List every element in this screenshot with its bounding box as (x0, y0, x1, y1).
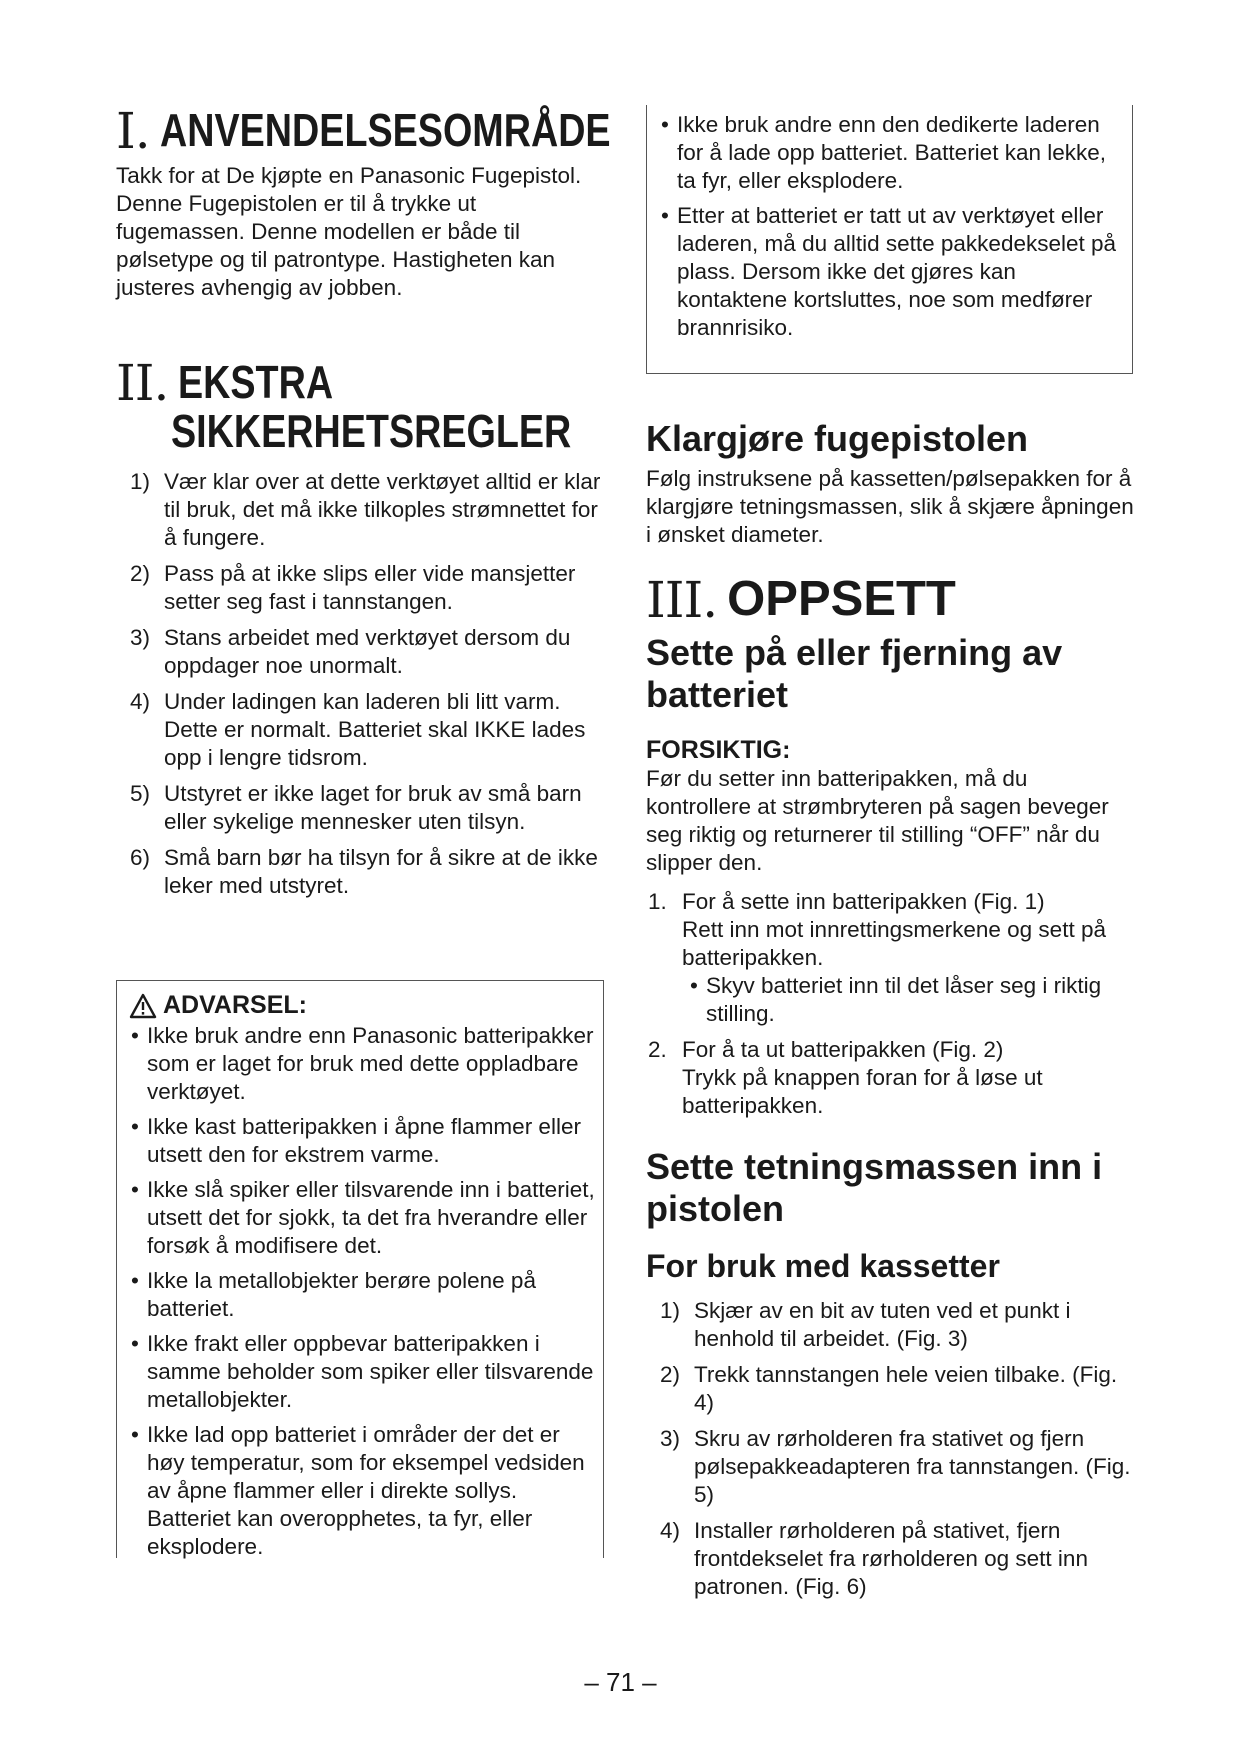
list-item: 1) Skjær av en bit av tuten ved et punkt i henhold til arbeidet. (Fig. 3) (660, 1298, 1071, 1351)
list-item: • Ikke slå spiker eller tilsvarende inn i batteriet, utsett det for sjokk, ta det fra hverandre eller forsøk å modifisere det. (129, 1176, 595, 1260)
sealant-title: Sette tetningsmassen inn i pistolen (646, 1146, 1103, 1229)
section-3-title: OPPSETT (727, 572, 956, 626)
list-item: 2) Pass på at ikke slips eller vide mansjetter setter seg fast i tannstangen. (130, 561, 576, 614)
roman-numeral: I. (116, 102, 150, 160)
section-2-heading (116, 354, 368, 412)
warning-box-continued (646, 105, 1133, 374)
section-1-heading (116, 102, 709, 160)
list-item: 6) Små barn bør ha tilsyn for å sikre at de ikke leker med utstyret. (130, 845, 598, 898)
section-2-heading-line2 (171, 405, 659, 457)
list-item: • Ikke frakt eller oppbevar batteripakken i samme beholder som spiker eller tilsvarende metallobjekter. (129, 1330, 595, 1414)
list-item: • Ikke bruk andre enn den dedikerte laderen for å lade opp batteriet. Batteriet kan lekke, ta fyr, eller eksplodere. (659, 111, 1124, 195)
caution-body: Før du setter inn batteripakken, må du kontrollere at strømbryteren på sagen beveger seg riktig og returnerer til stilling “OFF” når du slipper den. (646, 766, 1109, 875)
list-item: • Ikke lad opp batteriet i områder der det er høy temperatur, som for eksempel vedsiden av åpne flammer eller i direkte sollys. Batteriet kan overopphetes, ta fyr, eller eksplodere. (129, 1421, 595, 1561)
list-item: • Ikke kast batteripakken i åpne flammer eller utsett den for ekstrem varme. (129, 1113, 595, 1169)
list-item: 4) Under ladingen kan laderen bli litt varm. Dette er normalt. Batteriet skal IKKE lades opp i lengre tidsrom. (130, 689, 586, 770)
prepare-title: Klargjøre fugepistolen (646, 418, 1029, 459)
battery-title: Sette på eller fjerning av batteriet (646, 632, 1063, 715)
warning-title: ADVARSEL: (129, 991, 595, 1020)
list-item: • Ikke bruk andre enn Panasonic batteripakker som er laget for bruk med dette oppladbare verktøyet. (129, 1022, 595, 1106)
list-item: 4) Installer rørholderen på stativet, fjern frontdekselet fra rørholderen og sett inn patronen. (Fig. 6) (660, 1518, 1088, 1599)
list-item: 1. For å sette inn batteripakken (Fig. 1) Rett inn mot innrettingsmerkene og sett på batteripakken. • Skyv batteriet inn til det låser seg i riktig stilling. (648, 889, 1106, 1026)
list-item: 2. For å ta ut batteripakken (Fig. 2) Trykk på knappen foran for å løse ut batteripakken. (648, 1037, 1043, 1118)
caution-title: FORSIKTIG: (646, 736, 791, 764)
section-1-title: ANVENDELSESOMRÅDE (159, 104, 611, 156)
battery-steps (648, 888, 1136, 1128)
list-item: 1) Vær klar over at dette verktøyet alltid er klar til bruk, det må ikke tilkoples strømnettet for å fungere. (130, 469, 601, 550)
list-item: 5) Utstyret er ikke laget for bruk av små barn eller sykelige mennesker uten tilsyn. (130, 781, 582, 834)
list-item: • Etter at batteriet er tatt ut av verktøyet eller laderen, må du alltid sette pakkedekselet på plass. Dersom ikke det gjøres kan kontaktene kortsluttes, noe som medfører brannrisiko. (659, 202, 1124, 342)
page-number: – 71 – (584, 1667, 657, 1697)
section-1-body: Takk for at De kjøpte en Panasonic Fugepistol. Denne Fugepistolen er til å trykke ut fugemassen. Denne modellen er både til pølsetype og til patrontype. Hastigheten kan justeres avhengig av jobben. (116, 163, 582, 300)
section-3-heading (646, 571, 956, 629)
roman-numeral: III. (646, 571, 718, 629)
roman-numeral: II. (116, 354, 169, 412)
list-item: 3) Stans arbeidet med verktøyet dersom du oppdager noe unormalt. (130, 625, 571, 678)
warning-list-continued (659, 111, 1124, 342)
cartridge-title: For bruk med kassetter (646, 1248, 1000, 1284)
safety-rules-list (130, 468, 605, 908)
list-item: • Ikke la metallobjekter berøre polene på batteriet. (129, 1267, 595, 1323)
list-item: 3) Skru av rørholderen fra stativet og fjern pølsepakkeadapteren fra tannstangen. (Fig. 5) (660, 1426, 1131, 1507)
prepare-body: Følg instruksene på kassetten/pølsepakken for å klargjøre tetningsmassen, slik å skjære åpningen i ønsket diameter. (646, 466, 1134, 547)
cartridge-steps (660, 1297, 1136, 1609)
warning-list (129, 1022, 595, 1561)
list-item: 2) Trekk tannstangen hele veien tilbake. (Fig. 4) (660, 1362, 1118, 1415)
section-2-title-line2: SIKKERHETSREGLER (171, 405, 572, 457)
section-2-title-line1: EKSTRA (178, 356, 334, 408)
warning-box (116, 980, 604, 1558)
warning-triangle-icon (129, 993, 157, 1019)
